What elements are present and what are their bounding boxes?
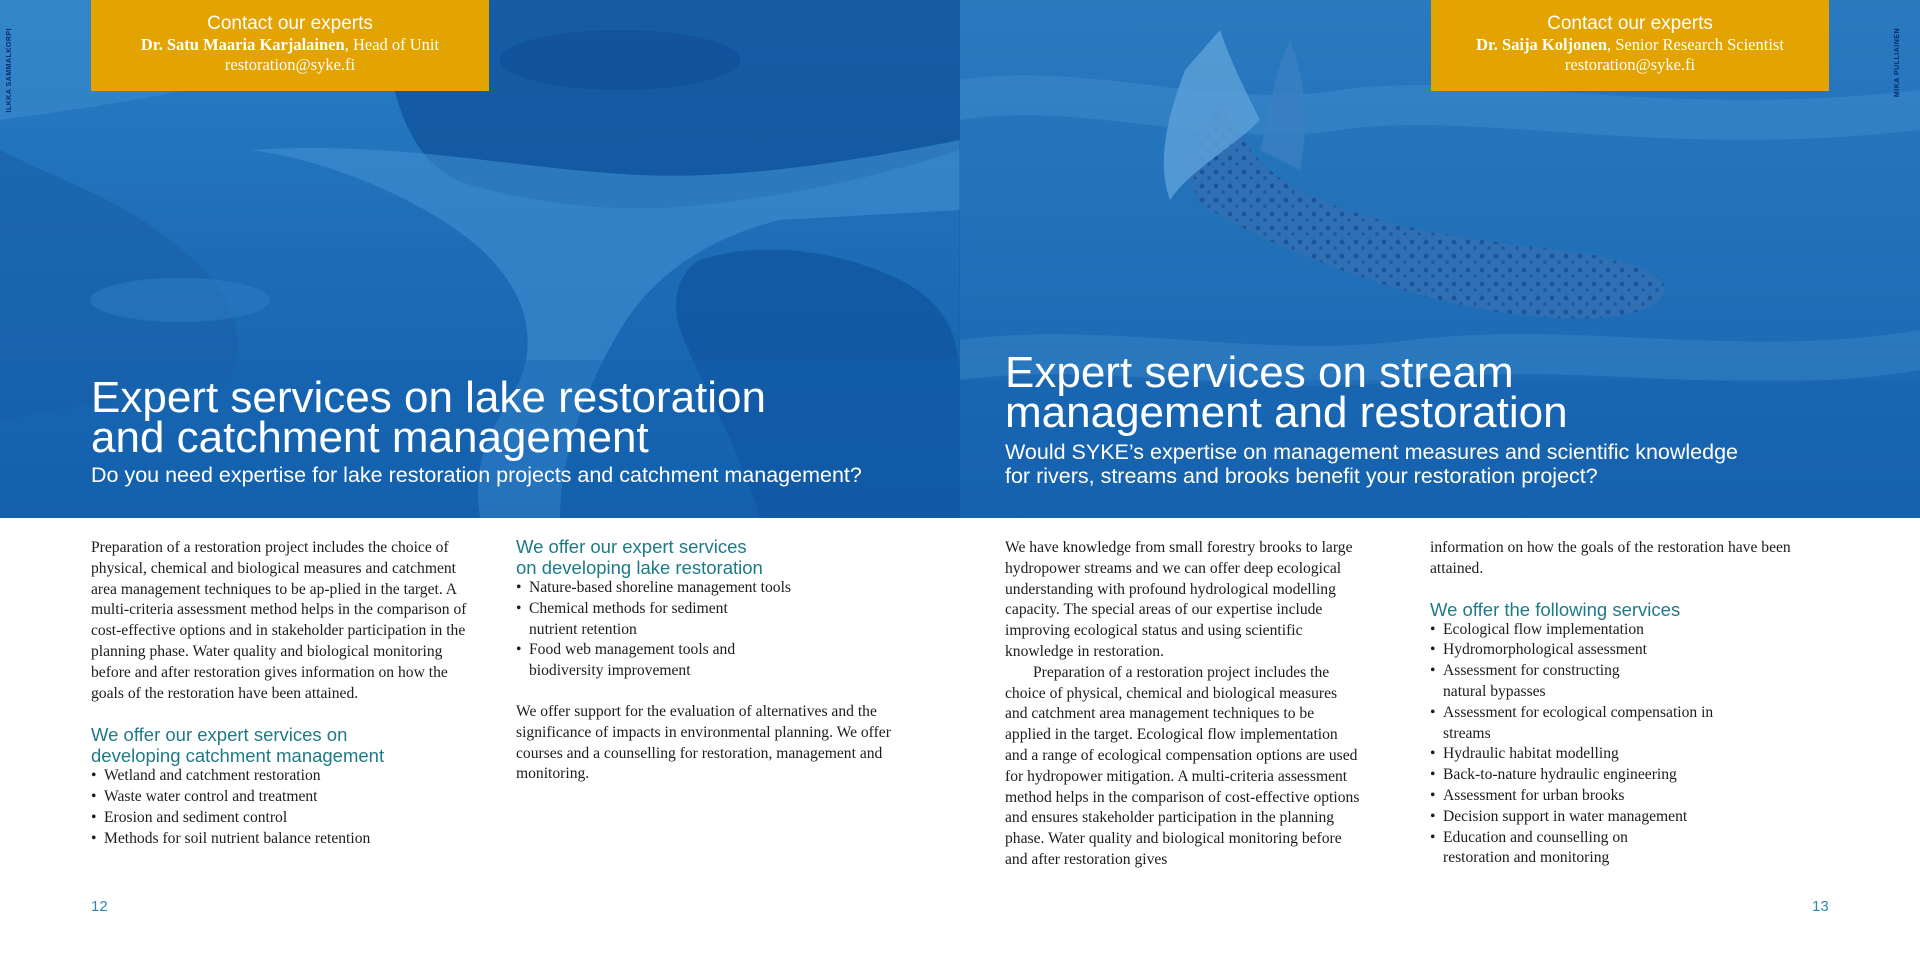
- page-title: [1005, 348, 1568, 437]
- title-line: Expert services on lake restoration: [91, 373, 766, 422]
- support-paragraph: We offer support for the evaluation of alternatives and the significance of impacts in environmental planning. We offer courses and a counselling for restoration, management and monitoring.: [516, 702, 891, 783]
- heading-line: on developing lake restoration: [516, 557, 763, 578]
- continued-paragraph: information on how the goals of the restoration have been attained.: [1430, 539, 1791, 577]
- list-item: • Assessment for urban brooks: [1430, 786, 1750, 807]
- services-list: [91, 766, 484, 849]
- heading-line: We offer our expert services: [516, 536, 747, 557]
- list-item: • Wetland and catchment restoration: [91, 766, 484, 787]
- section-heading: [91, 724, 484, 766]
- expertise-paragraph: We have knowledge from small forestry brooks to large hydropower streams and we can offer deep ecological understanding with profound hydrological modelling capacity. The special areas of our expertise include improving ecological status and using scientific knowledge in restoration.: [1005, 539, 1353, 660]
- right-column-1: [1005, 538, 1360, 871]
- preparation-paragraph: Preparation of a restoration project includes the choice of physical, chemical and biological measures and catchment area management techniques to be applied in the target. Ecological flow implementation and a range of ecological compensation options are used for hydropower mitigation. A multi-criteria assessment method helps in the comparison of cost-effective options and ensures stakeholder participation in the planning phase. Water quality and biological monitoring before and after restoration gives: [1005, 663, 1360, 868]
- list-item: • Chemical methods for sediment nutrient retention: [516, 599, 776, 641]
- page-number: 12: [91, 898, 108, 915]
- services-list: [516, 578, 791, 682]
- left-column-2: [516, 536, 896, 785]
- list-item: • Hydromorphological assessment: [1430, 640, 1750, 661]
- photo-credit: ILKKA SAMMALKORPI: [6, 28, 13, 113]
- page-subtitle: Do you need expertise for lake restoration projects and catchment management?: [91, 463, 862, 487]
- list-item: • Assessment for constructing natural bypasses: [1430, 661, 1643, 703]
- list-item: • Hydraulic habitat modelling: [1430, 744, 1750, 765]
- contact-person: [1431, 35, 1829, 55]
- contact-person: [91, 35, 489, 55]
- subtitle-line: for rivers, streams and brooks benefit your restoration project?: [1005, 464, 1598, 488]
- contact-title: Contact our experts: [1547, 13, 1713, 34]
- contact-box: [1431, 0, 1829, 91]
- list-item: • Assessment for ecological compensation in streams: [1430, 703, 1750, 745]
- list-item: • Waste water control and treatment: [91, 787, 484, 808]
- title-line: and catchment management: [91, 413, 649, 462]
- contact-title: Contact our experts: [207, 13, 373, 34]
- page-number: 13: [1812, 898, 1829, 915]
- page-spread-divider: [959, 0, 960, 518]
- section-heading: We offer the following services: [1430, 598, 1681, 620]
- intro-paragraph: Preparation of a restoration project includes the choice of physical, chemical and biological measures and catchment area management techniques to be ap-plied in the target. A multi-criteria assessment method helps in the comparison of cost-effective options and in stakeholder participation in the planning phase. Water quality and biological monitoring before and after restoration gives information on how the goals of the restoration have been attained.: [91, 539, 467, 702]
- right-page: [960, 0, 1920, 960]
- list-item: • Decision support in water management: [1430, 807, 1750, 828]
- contact-name: Dr. Saija Koljonen: [1476, 35, 1608, 54]
- contact-role: , Senior Research Scientist: [1607, 35, 1784, 54]
- list-item: • Nature-based shoreline management tools: [516, 578, 869, 599]
- right-column-2: [1430, 538, 1810, 869]
- list-item: • Methods for soil nutrient balance retention: [91, 829, 484, 850]
- section-heading: [516, 536, 896, 578]
- heading-line: developing catchment management: [91, 745, 385, 767]
- list-item: • Food web management tools and biodiversity improvement: [516, 640, 776, 682]
- page-subtitle: [1005, 440, 1738, 488]
- contact-email[interactable]: restoration@syke.fi: [1564, 55, 1696, 74]
- contact-role: , Head of Unit: [344, 35, 440, 54]
- list-item: • Education and counselling on restoration and monitoring: [1430, 828, 1673, 870]
- heading-line: We offer our expert services on: [91, 724, 348, 746]
- title-line: Expert services on stream: [1005, 348, 1514, 397]
- subtitle-line: Would SYKE’s expertise on management measures and scientific knowledge: [1005, 440, 1738, 464]
- services-list: [1430, 620, 1750, 870]
- list-item: • Erosion and sediment control: [91, 808, 484, 829]
- page-title: [91, 373, 766, 462]
- photo-credit: MIKA PULLIAINEN: [1894, 28, 1901, 98]
- title-line: management and restoration: [1005, 388, 1568, 437]
- list-item: • Back-to-nature hydraulic engineering: [1430, 765, 1750, 786]
- contact-box: [91, 0, 489, 91]
- contact-email[interactable]: restoration@syke.fi: [224, 55, 356, 74]
- left-column-1: [91, 538, 484, 850]
- list-item: • Ecological flow implementation: [1430, 620, 1750, 641]
- contact-name: Dr. Satu Maaria Karjalainen: [140, 35, 345, 54]
